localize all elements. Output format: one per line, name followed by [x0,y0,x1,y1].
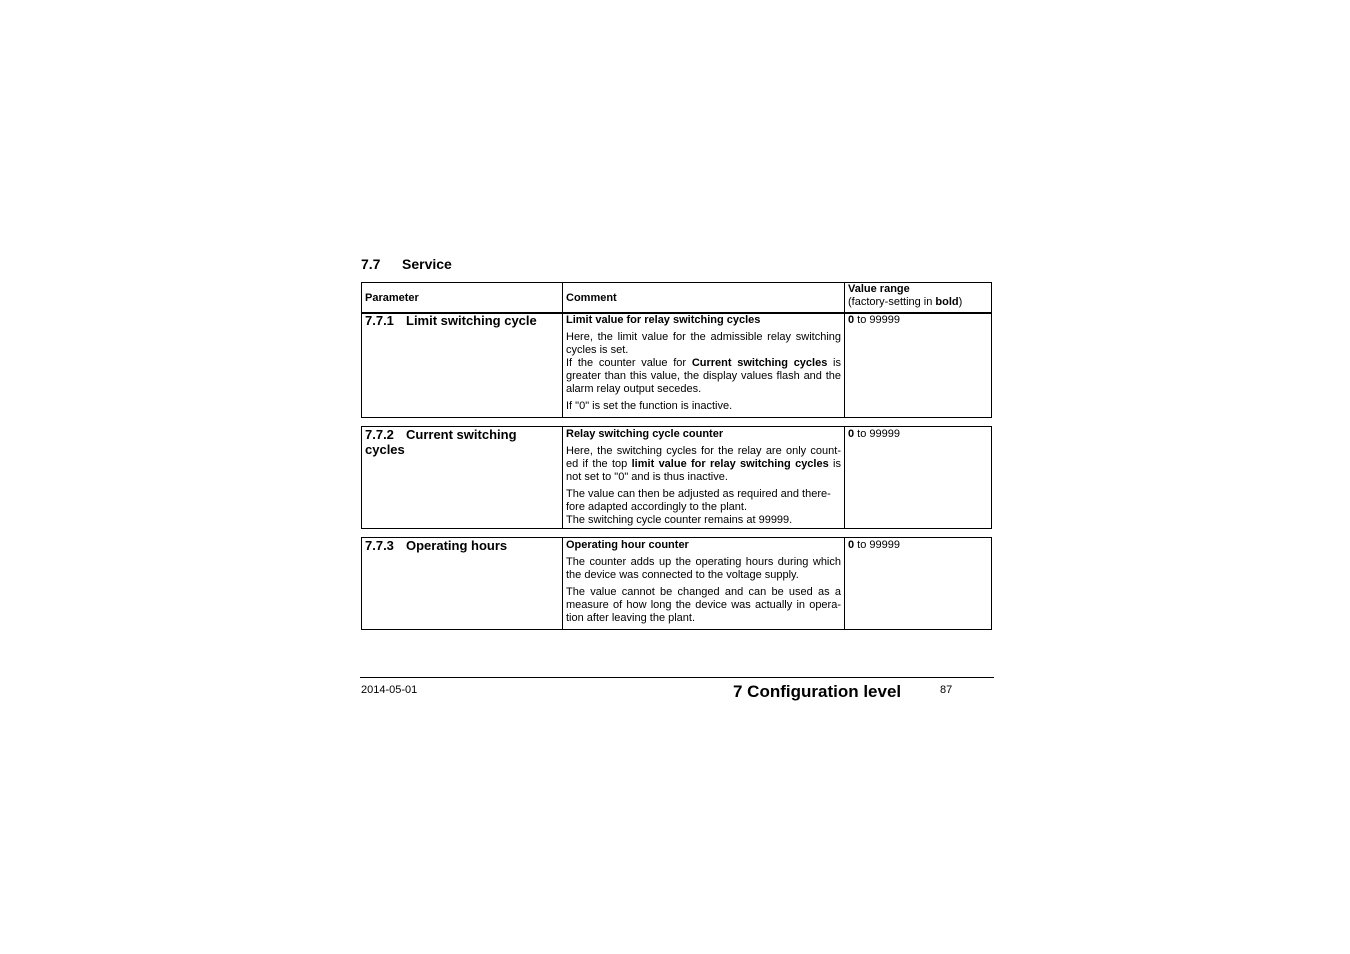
parameter-table-operating-hours [361,537,992,630]
comment-paragraph: The counter adds up the operating hours during which the device was connected to the voltage supply. [566,556,841,581]
comment-text: is not set to "0" and is thus inactive. [566,458,842,483]
comment-bold-text: limit value for relay switching cycles [631,458,829,470]
parameter-label: Limit switching cycle [406,313,537,328]
footer-chapter-title: 7 Configuration level [733,682,902,701]
header-parameter: Parameter [362,283,563,314]
comment-title: Limit value for relay switching cycles [566,314,761,326]
comment-cell [563,427,845,529]
parameter-name [365,427,559,457]
comment-text: The switching cycle counter remains at 99999. [566,514,793,526]
factory-setting: 0 [848,314,855,326]
table-row [362,538,992,630]
comment-paragraph: If "0" is set the function is inactive. [566,400,733,412]
range-text: to 99999 [854,428,900,440]
parameter-number: 7.7.1 [365,313,394,328]
comment-text: is greater than this value, the display values flash and the alarm relay output secedes. [566,357,842,395]
comment-bold-text: Current switching cycles [691,357,828,369]
parameter-number: 7.7.2 [365,427,394,442]
footer-date: 2014-05-01 [361,684,418,696]
header-comment: Comment [563,283,845,314]
parameter-table-current-switching-cycles [361,426,992,529]
comment-title: Operating hour counter [566,539,689,551]
page-number: 87 [940,684,953,696]
footer-divider [360,677,994,678]
parameter-table-limit-switching-cycle [361,312,992,418]
comment-paragraph [566,488,841,527]
comment-cell [563,313,845,418]
comment-paragraph [566,331,841,396]
parameter-label: Current switching cycles [365,427,517,457]
range-text: to 99999 [854,314,900,326]
parameter-number: 7.7.3 [365,538,394,553]
factory-setting: 0 [848,539,855,551]
value-range-cell [845,427,992,529]
table-row [362,313,992,418]
header-range-sub-bold: bold [935,296,959,308]
header-range-sub-post: ) [958,296,963,308]
parameter-cell [362,538,563,630]
parameter-table-header [361,282,992,314]
parameter-name [365,313,559,328]
parameter-name [365,538,559,553]
header-range-sub [848,296,988,309]
section-title [361,256,452,272]
value-range [848,539,988,552]
comment-paragraph [566,445,841,484]
parameter-label: Operating hours [406,538,508,553]
comment-text: If the counter value for [566,357,692,369]
comment-cell [563,538,845,630]
value-range [848,428,988,441]
header-range-title: Value range [848,283,910,295]
range-text: to 99999 [854,539,900,551]
comment-title: Relay switching cycle counter [566,428,724,440]
section-name: Service [402,256,452,272]
comment-text: Here, the switching cycles for the relay are only count-ed if the top [566,445,841,470]
factory-setting: 0 [848,428,855,440]
comment-paragraph: The value cannot be changed and can be used as a measure of how long the device was actually in opera-tion after leaving the plant. [566,586,841,624]
comment-text: The value can then be adjusted as required and there-fore adapted accordingly to the plant. [566,488,831,513]
value-range-cell [845,538,992,630]
value-range-cell [845,313,992,418]
comment-text: Here, the limit value for the admissible relay switching cycles is set. [566,331,841,356]
header-range-sub-pre: (factory-setting in [848,296,936,308]
parameter-cell [362,313,563,418]
table-row [362,427,992,529]
section-number: 7.7 [361,256,381,272]
header-value-range [845,283,992,314]
parameter-cell [362,427,563,529]
header-row [362,283,992,314]
value-range [848,314,988,327]
